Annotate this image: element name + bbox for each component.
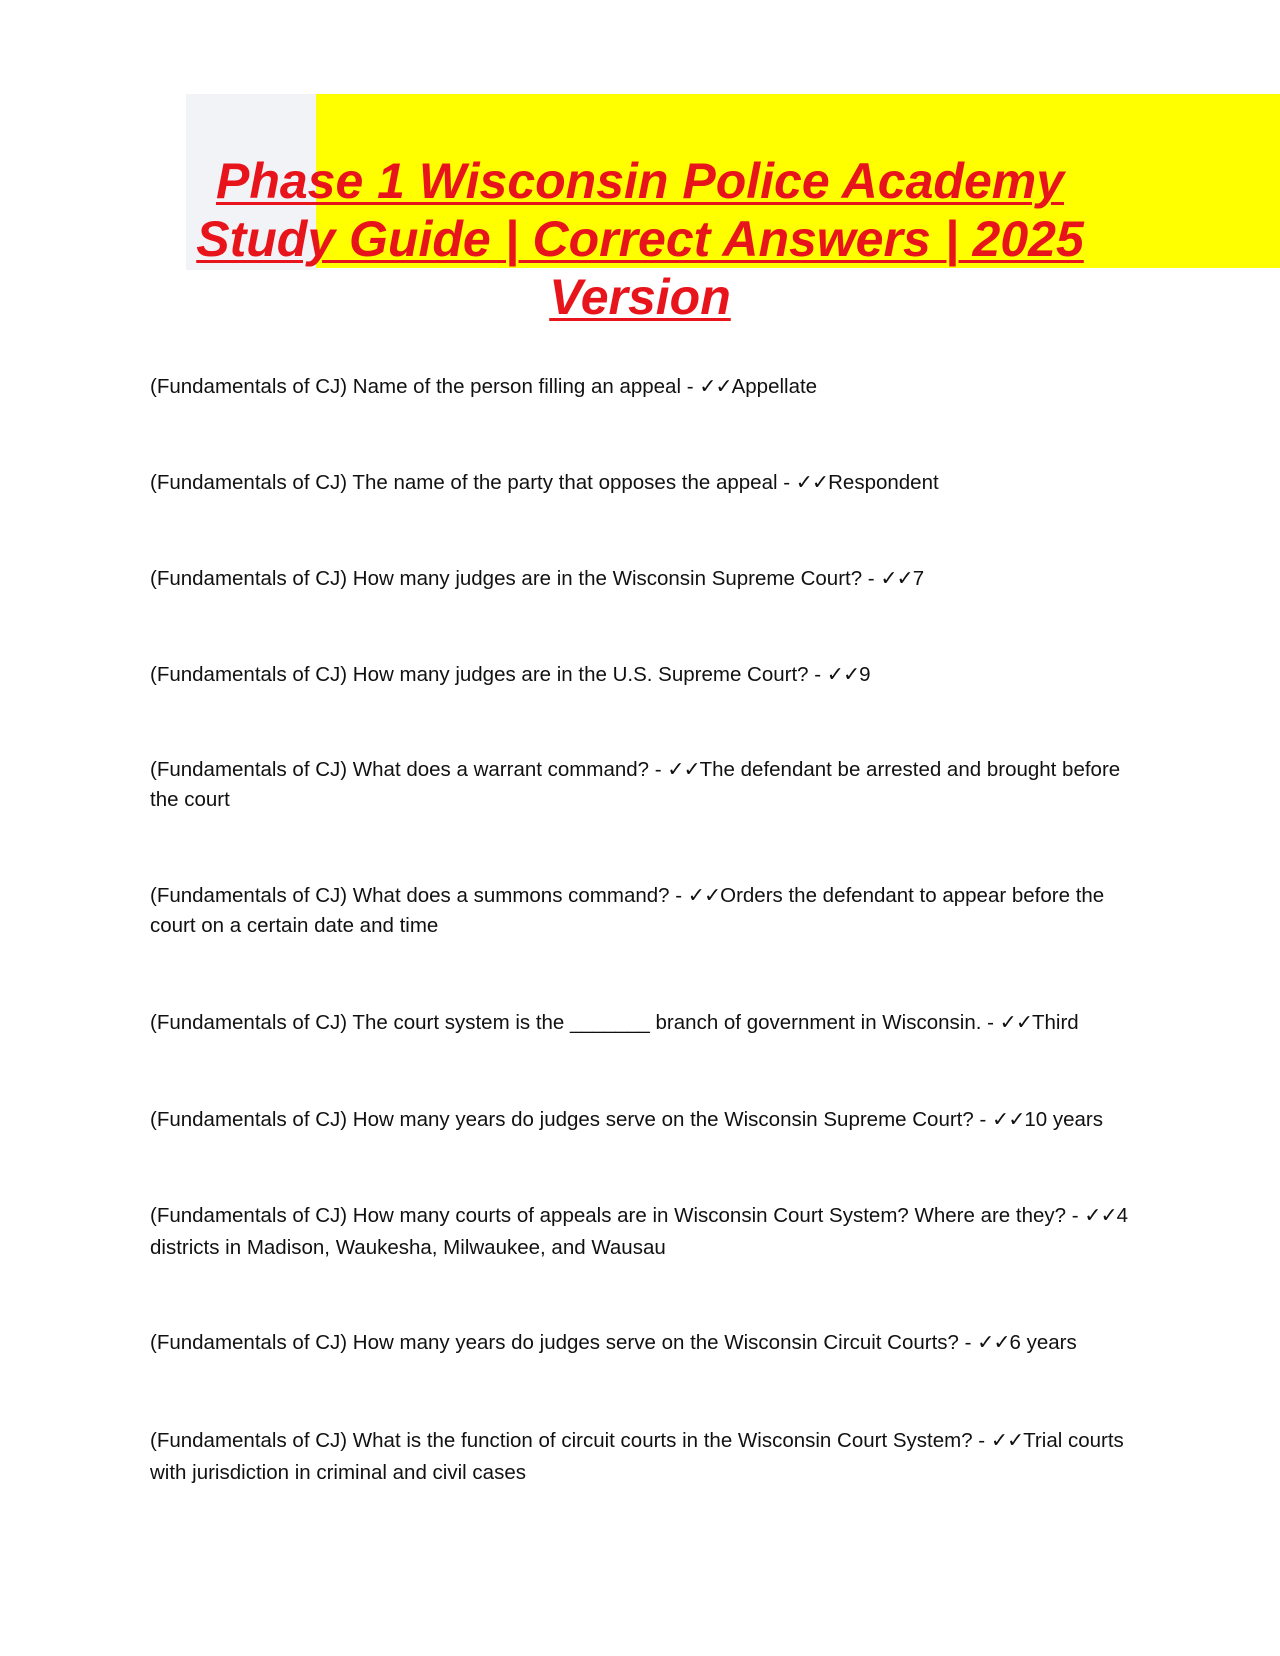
question-text: (Fundamentals of CJ) The name of the party that opposes the appeal - bbox=[150, 471, 796, 494]
question-text: (Fundamentals of CJ) How many judges are in the U.S. Supreme Court? - bbox=[150, 663, 827, 686]
question-text: (Fundamentals of CJ) How many years do judges serve on the Wisconsin Circuit Courts? - bbox=[150, 1331, 978, 1354]
question-text: (Fundamentals of CJ) What is the function of circuit courts in the Wisconsin Court System? - bbox=[150, 1429, 991, 1452]
qa-item bbox=[150, 1008, 1140, 1038]
answer-text: Third bbox=[1032, 1011, 1079, 1034]
qa-item bbox=[150, 1105, 1140, 1135]
question-text: (Fundamentals of CJ) The court system is the _______ branch of government in Wisconsin. - bbox=[150, 1011, 1000, 1034]
answer-text: Appellate bbox=[731, 375, 818, 398]
question-text: (Fundamentals of CJ) Name of the person filling an appeal - bbox=[150, 375, 700, 398]
qa-item bbox=[150, 468, 1140, 498]
answer-text: Orders the defendant to appear before the court on a certain date and time bbox=[150, 884, 1105, 937]
question-text: (Fundamentals of CJ) What does a warrant command? - bbox=[150, 758, 668, 781]
double-check-icon: ✓✓ bbox=[992, 1108, 1025, 1131]
qa-item bbox=[150, 1200, 1140, 1264]
question-text: (Fundamentals of CJ) How many courts of appeals are in Wisconsin Court System? Where are they? - bbox=[150, 1204, 1085, 1227]
double-check-icon: ✓✓ bbox=[795, 471, 829, 494]
answer-text: 4 districts in Madison, Waukesha, Milwaukee, and Wausau bbox=[150, 1204, 1129, 1259]
double-check-icon: ✓✓ bbox=[1084, 1204, 1117, 1227]
double-check-icon: ✓✓ bbox=[999, 1011, 1032, 1034]
answer-text: 7 bbox=[912, 567, 925, 590]
question-text: (Fundamentals of CJ) How many years do judges serve on the Wisconsin Supreme Court? - bbox=[150, 1108, 993, 1131]
answer-text: Trial courts with jurisdiction in criminal and civil cases bbox=[150, 1429, 1124, 1484]
double-check-icon: ✓✓ bbox=[880, 567, 913, 590]
qa-item bbox=[150, 1425, 1140, 1489]
double-check-icon: ✓✓ bbox=[826, 663, 860, 686]
double-check-icon: ✓✓ bbox=[977, 1331, 1010, 1354]
qa-item bbox=[150, 755, 1140, 815]
qa-item bbox=[150, 660, 1140, 690]
qa-item bbox=[150, 372, 1140, 402]
qa-item bbox=[150, 564, 1140, 594]
answer-text: 10 years bbox=[1024, 1108, 1104, 1131]
double-check-icon: ✓✓ bbox=[990, 1429, 1024, 1452]
qa-item bbox=[150, 881, 1140, 941]
double-check-icon: ✓✓ bbox=[699, 375, 732, 398]
answer-text: The defendant be arrested and brought before the court bbox=[150, 758, 1121, 811]
document-title: Phase 1 Wisconsin Police Academy Study Guide | Correct Answers | 2025 Version bbox=[196, 153, 1084, 325]
double-check-icon: ✓✓ bbox=[667, 758, 700, 781]
double-check-icon: ✓✓ bbox=[687, 884, 721, 907]
question-text: (Fundamentals of CJ) How many judges are in the Wisconsin Supreme Court? - bbox=[150, 567, 881, 590]
qa-item bbox=[150, 1328, 1140, 1358]
question-text: (Fundamentals of CJ) What does a summons command? - bbox=[150, 884, 688, 907]
answer-text: Respondent bbox=[828, 471, 939, 494]
answer-text: 9 bbox=[859, 663, 871, 686]
answer-text: 6 years bbox=[1009, 1331, 1077, 1354]
